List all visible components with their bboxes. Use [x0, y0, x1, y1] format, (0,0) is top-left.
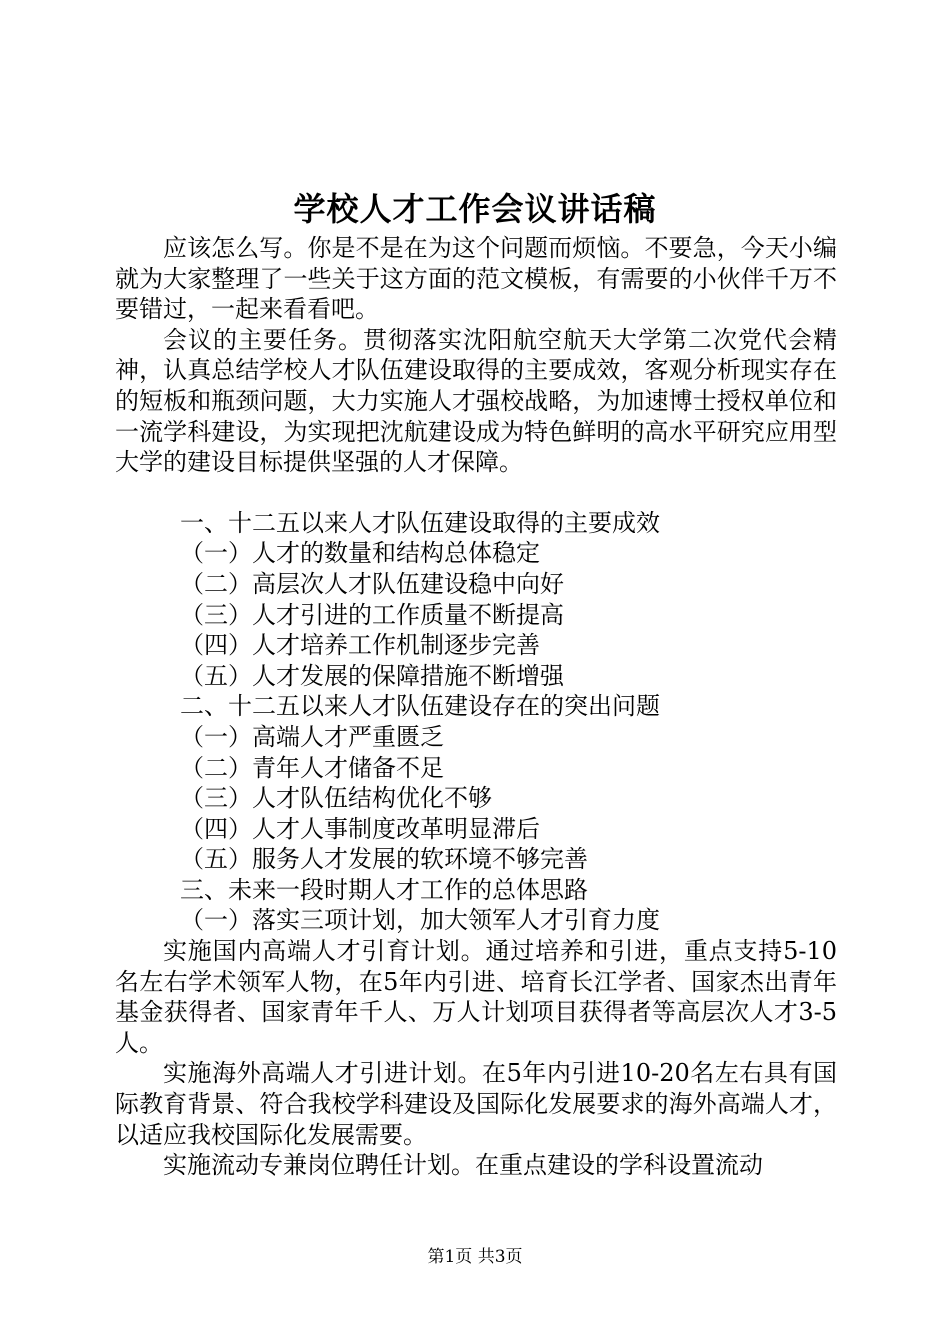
list-item: （一）人才的数量和结构总体稳定	[180, 539, 540, 568]
section-heading-1: 一、十二五以来人才队伍建设取得的主要成效	[180, 508, 660, 537]
body-paragraph: 实施国内高端人才引育计划。通过培养和引进，重点支持5-10名左右学术领军人物，在5年内引进、培育长江学者、国家杰出青年基金获得者、国家青年千人、万人计划项目获得者等高层次人才3-5人。	[115, 937, 837, 1057]
list-item: （四）人才培养工作机制逐步完善	[180, 631, 540, 660]
intro-paragraph: 应该怎么写。你是不是在为这个问题而烦恼。不要急，今天小编就为大家整理了一些关于这方面的范文模板，有需要的小伙伴千万不要错过，一起来看看吧。	[115, 234, 837, 324]
list-item: （三）人才引进的工作质量不断提高	[180, 600, 564, 629]
body-paragraph: 实施海外高端人才引进计划。在5年内引进10-20名左右具有国际教育背景、符合我校学科建设及国际化发展要求的海外高端人才，以适应我校国际化发展需要。	[115, 1059, 837, 1149]
document-body	[115, 233, 837, 1181]
list-item: （五）人才发展的保障措施不断增强	[180, 661, 564, 690]
list-item: （三）人才队伍结构优化不够	[180, 784, 492, 813]
section-heading-2: 二、十二五以来人才队伍建设存在的突出问题	[180, 692, 660, 721]
section-heading-3: 三、未来一段时期人才工作的总体思路	[180, 875, 588, 904]
body-paragraph: 实施流动专兼岗位聘任计划。在重点建设的学科设置流动	[163, 1151, 763, 1180]
list-item: （二）高层次人才队伍建设稳中向好	[180, 569, 564, 598]
page-footer: 第1页 共3页	[427, 1247, 523, 1267]
list-item: （二）青年人才储备不足	[180, 753, 444, 782]
purpose-paragraph: 会议的主要任务。贯彻落实沈阳航空航天大学第二次党代会精神，认真总结学校人才队伍建设取得的主要成效，客观分析现实存在的短板和瓶颈问题，大力实施人才强校战略，为加速博士授权单位和一流学科建设，为实现把沈航建设成为特色鲜明的高水平研究应用型大学的建设目标提供坚强的人才保障。	[115, 325, 837, 477]
document-title: 学校人才工作会议讲话稿	[293, 190, 657, 228]
list-item: （四）人才人事制度改革明显滞后	[180, 814, 540, 843]
list-item: （一）落实三项计划，加大领军人才引育力度	[180, 906, 660, 935]
list-item: （一）高端人才严重匮乏	[180, 722, 444, 751]
list-item: （五）服务人才发展的软环境不够完善	[180, 845, 588, 874]
paragraph-gap	[115, 478, 837, 508]
